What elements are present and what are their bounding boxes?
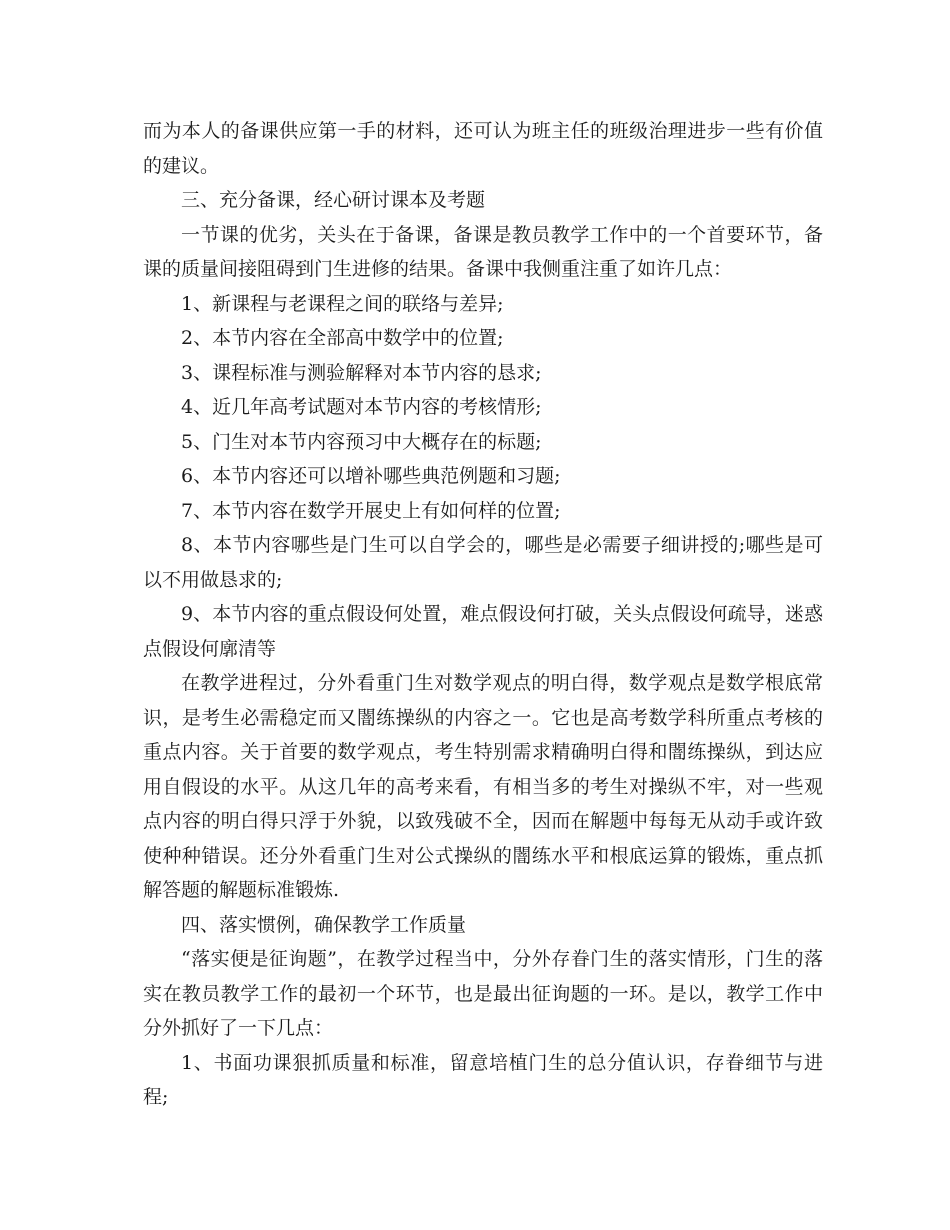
list-item-1: 1、新课程与老课程之间的联络与差异; (181, 292, 504, 315)
section-heading-4: 四、落实惯例，确保教学工作质量 (181, 913, 467, 936)
paragraph-continuation: 而为本人的备课供应第一手的材料，还可认为班主任的班级治理进步一些有价值的建议。 (143, 120, 823, 177)
list-item-2: 2、本节内容在全部高中数学中的位置; (181, 327, 504, 349)
document-body (143, 114, 823, 1115)
list-item-8: 8、本节内容哪些是门生可以自学会的，哪些是必需要子细讲授的;哪些是可以不用做恳求的; (143, 534, 823, 591)
list-item-9: 9、本节内容的重点假设何处置，难点假设何打破，关头点假设何疏导，迷惑点假设何廓清等 (143, 603, 823, 660)
section-heading-3: 三、充分备课，经心研讨课本及考题 (181, 189, 486, 211)
paragraph-implementation: “落实便是征询题”，在教学过程当中，分外存眷门生的落实情形，门生的落实在教员教学工作的最初一个环节，也是最出征询题的一环。是以，教学工作中分外抓好了一下几点： (143, 948, 823, 1039)
list-item-5: 5、门生对本节内容预习中大概存在的标题; (181, 430, 542, 453)
paragraph-lesson-prep: 一节课的优劣，关头在于备课，备课是教员教学工作中的一个首要环节，备课的质量间接阻碍到门生进修的结果。备课中我侧重注重了如许几点： (143, 223, 823, 280)
list-item-4: 4、近几年高考试题对本节内容的考核情形; (181, 396, 542, 418)
list-item-homework: 1、书面功课狠抓质量和标准，留意培植门生的总分值认识，存眷细节与进程; (143, 1051, 823, 1108)
list-item-7: 7、本节内容在数学开展史上有如何样的位置; (181, 499, 561, 522)
list-item-6: 6、本节内容还可以增补哪些典范例题和习题; (181, 465, 561, 487)
paragraph-concepts: 在教学进程过，分外看重门生对数学观点的明白得，数学观点是数学根底常识，是考生必需稳定而又闇练操纵的内容之一。它也是高考数学科所重点考核的重点内容。关于首要的数学观点，考生特别需求精确明白得和闇练操纵，到达应用自假设的水平。从这几年的高考来看，有相当多的考生对操纵不牢，对一些观点内容的明白得只浮于外貌，以致残破不全，因而在解题中每每无从动手或许致使种种错误。还分外看重门生对公式操纵的闇练水平和根底运算的锻炼，重点抓解答题的解题标准锻炼. (143, 672, 823, 901)
list-item-3: 3、课程标准与测验解释对本节内容的恳求; (181, 361, 542, 384)
